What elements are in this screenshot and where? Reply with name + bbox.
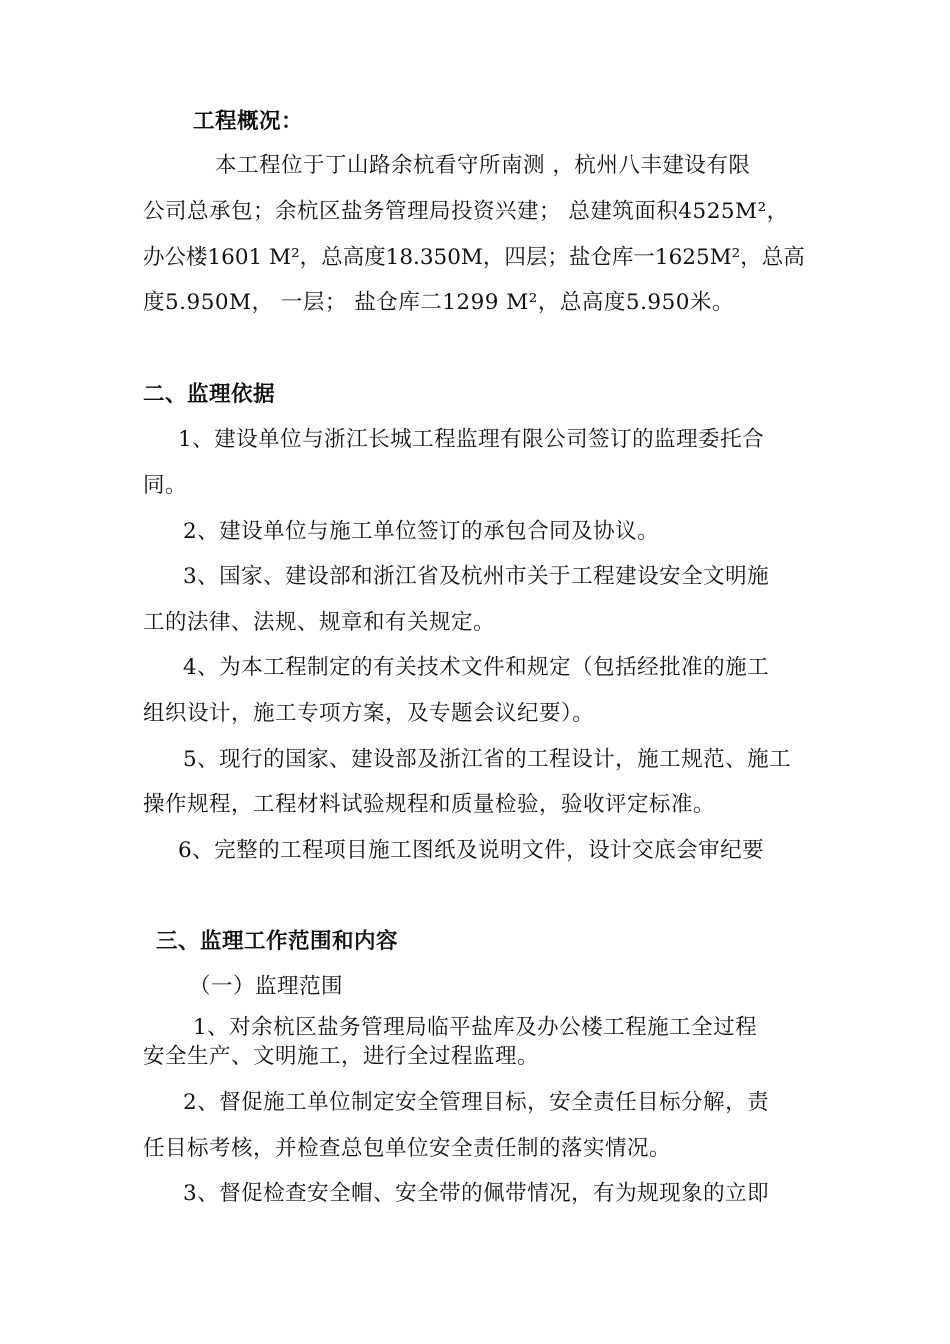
- basis-line: 5、现行的国家、建设部及浙江省的工程设计，施工规范、施工: [183, 747, 792, 772]
- subheading-scope: （一）监理范围: [189, 974, 344, 999]
- scope-line: 1、对余杭区盐务管理局临平盐库及办公楼工程施工全过程: [193, 1015, 758, 1040]
- heading-scope: 三、监理工作范围和内容: [156, 929, 399, 954]
- heading-overview: 工程概况：: [193, 109, 304, 134]
- scope-line: 任目标考核，并检查总包单位安全责任制的落实情况。: [143, 1136, 672, 1161]
- basis-line: 3、国家、建设部和浙江省及杭州市关于工程建设安全文明施: [183, 564, 770, 589]
- overview-line: 本工程位于丁山路余杭看守所南测 ，杭州八丰建设有限: [215, 153, 751, 178]
- scope-line: 3、督促检查安全帽、安全带的佩带情况，有为规现象的立即: [183, 1181, 770, 1206]
- basis-line: 工的法律、法规、规章和有关规定。: [143, 610, 496, 635]
- basis-line: 4、为本工程制定的有关技术文件和规定（包括经批准的施工: [183, 655, 770, 680]
- overview-line: 公司总承包；余杭区盐务管理局投资兴建； 总建筑面积4525M²，: [143, 199, 789, 224]
- basis-line: 操作规程，工程材料试验规程和质量检验，验收评定标准。: [143, 792, 716, 817]
- basis-line: 同。: [143, 473, 188, 498]
- scope-line: 2、督促施工单位制定安全管理目标，安全责任目标分解，责: [183, 1090, 770, 1115]
- scope-line: 安全生产、文明施工，进行全过程监理。: [143, 1044, 540, 1069]
- overview-line: 办公楼1601 M²，总高度18.350M，四层；盐仓库一1625M²，总高: [143, 245, 805, 270]
- basis-line: 组织设计，施工专项方案，及专题会议纪要）。: [143, 701, 595, 726]
- basis-line: 2、建设单位与施工单位签订的承包合同及协议。: [183, 519, 660, 544]
- heading-basis: 二、监理依据: [143, 382, 276, 407]
- basis-line: 1、建设单位与浙江长城工程监理有限公司签订的监理委托合: [178, 427, 765, 452]
- basis-line: 6、完整的工程项目施工图纸及说明文件，设计交底会审纪要: [178, 838, 765, 863]
- overview-line: 度5.950M， 一层； 盐仓库二1299 M²，总高度5.950米。: [143, 290, 734, 315]
